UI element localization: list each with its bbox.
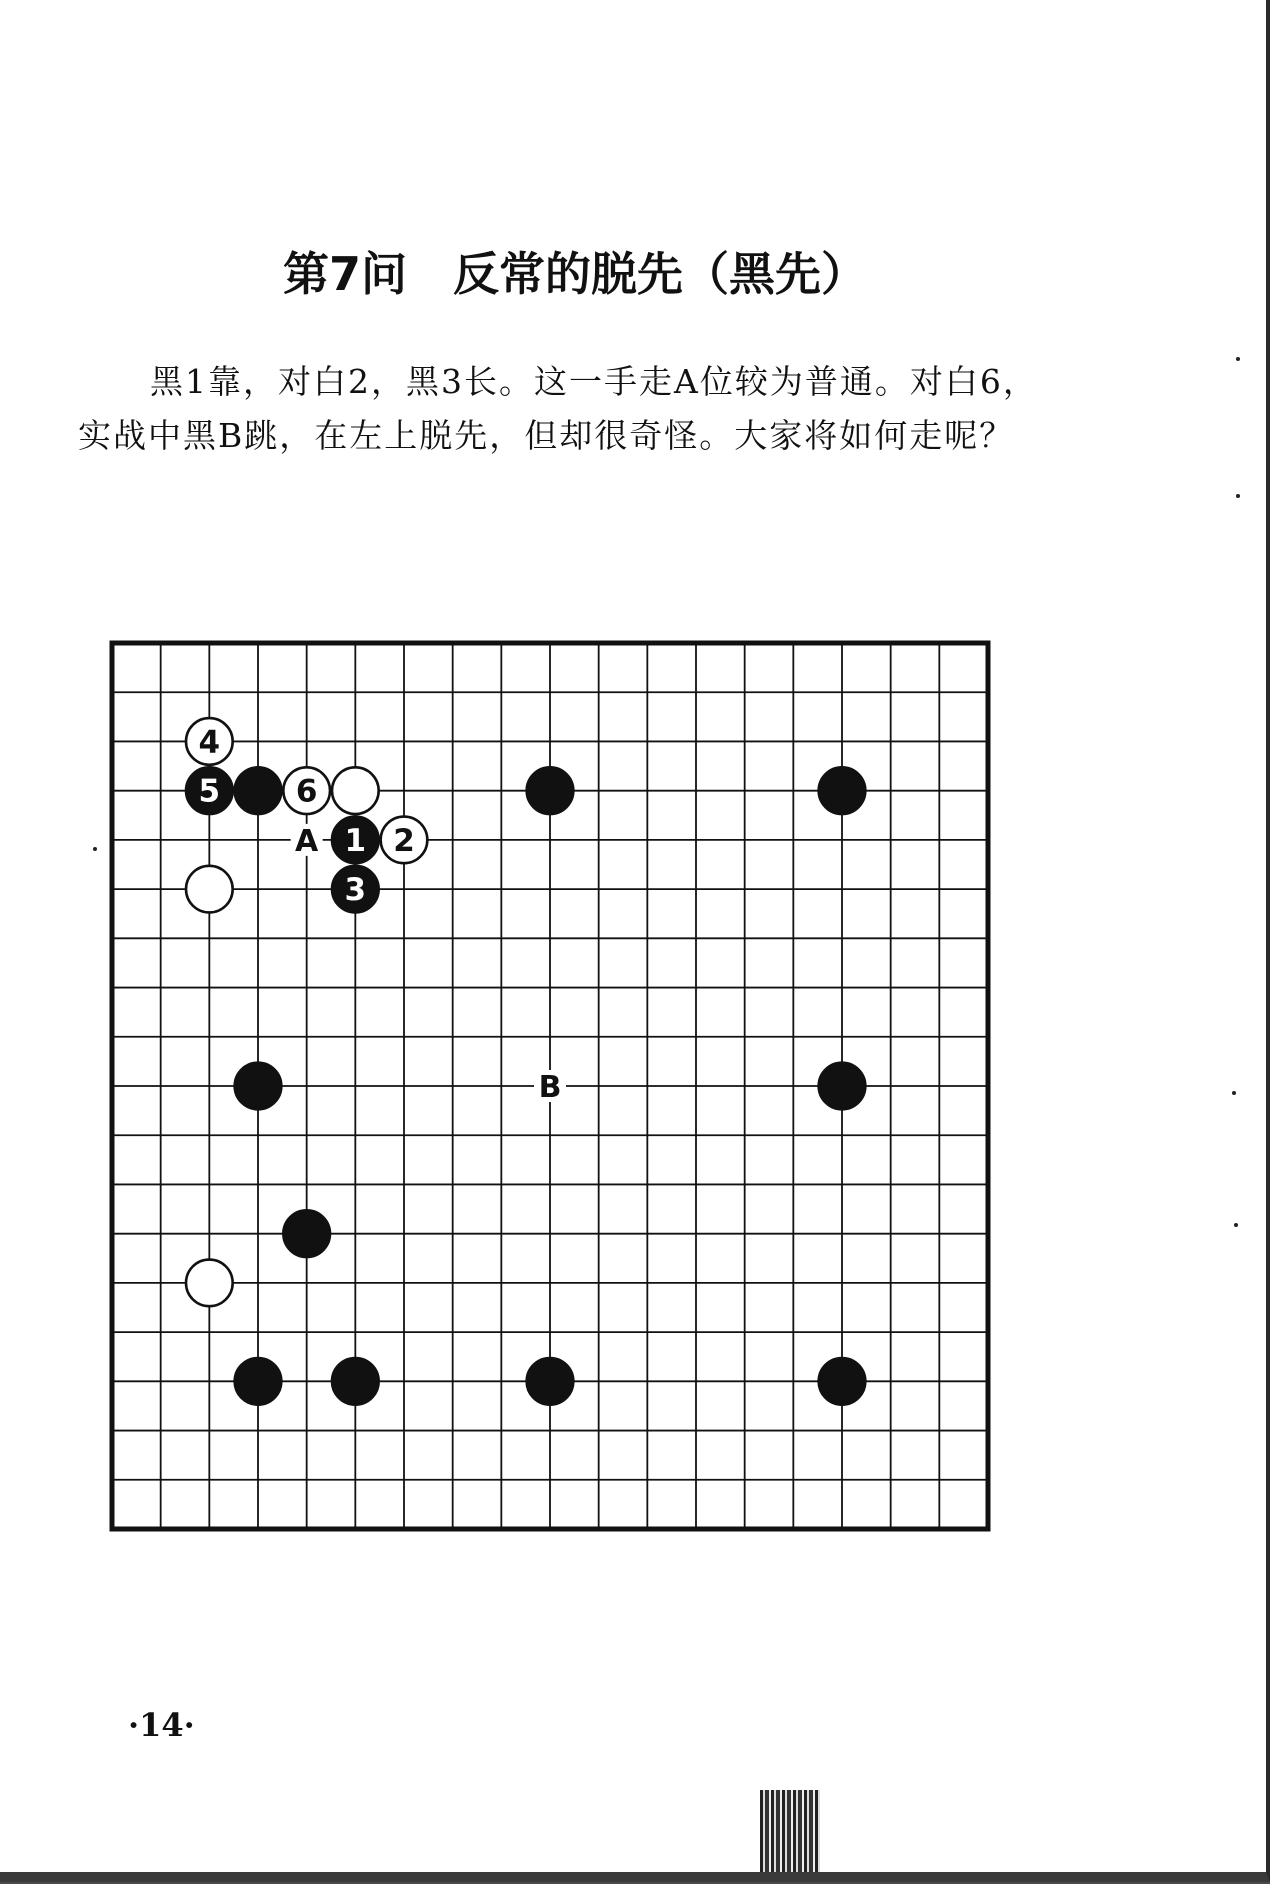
black-stone (235, 1063, 282, 1110)
white-stone (186, 1260, 233, 1307)
black-stone (332, 1358, 379, 1405)
move-number-5: 5 (198, 773, 221, 810)
board-mark-b: B (538, 1070, 562, 1105)
scan-artifact (760, 1790, 820, 1872)
move-number-4: 4 (198, 724, 221, 761)
black-stone (283, 1210, 330, 1257)
move-number-3: 3 (344, 872, 367, 909)
black-stone (819, 767, 866, 814)
problem-title: 第7问 反常的脱先（黑先） (282, 247, 867, 301)
page-number: ·14· (128, 1706, 195, 1744)
black-stone (819, 1063, 866, 1110)
black-stone (527, 767, 574, 814)
scan-speck (1236, 494, 1240, 498)
move-number-1: 1 (344, 822, 367, 859)
black-stone (235, 1358, 282, 1405)
move-number-6: 6 (295, 773, 318, 810)
white-stone (332, 767, 379, 814)
black-stone (527, 1358, 574, 1405)
scan-speck (1236, 357, 1240, 361)
scan-speck (1234, 1223, 1238, 1227)
black-stone (235, 767, 282, 814)
go-board-diagram (112, 643, 988, 1529)
white-stone (186, 866, 233, 913)
scan-speck (1232, 1091, 1236, 1095)
move-number-2: 2 (393, 822, 415, 859)
black-stone (819, 1358, 866, 1405)
problem-description: 黑1靠，对白2，黑3长。这一手走A位较为普通。对白6，实战中黑B跳，在左上脱先，但却很奇怪。大家将如何走呢？ (78, 362, 1038, 455)
board-mark-a: A (295, 823, 319, 859)
scan-speck (93, 847, 97, 851)
